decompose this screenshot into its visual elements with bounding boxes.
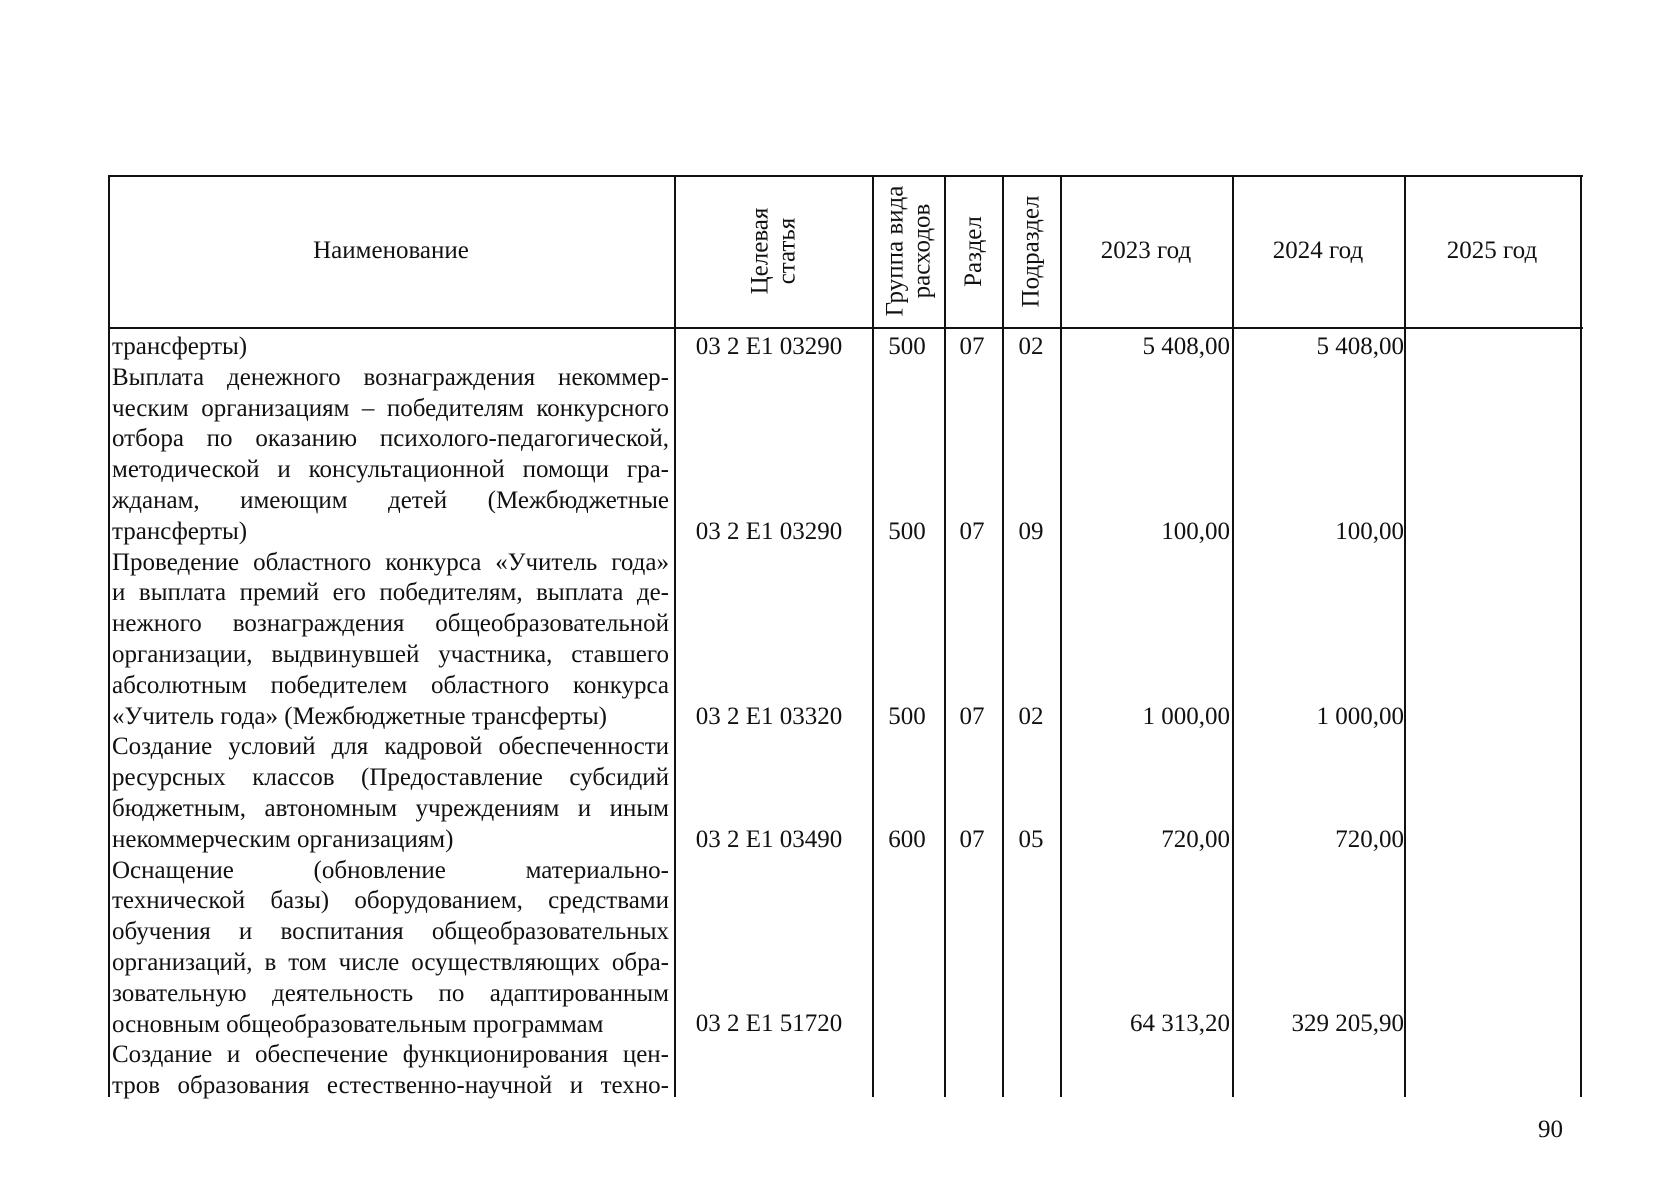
cell-year-2023: 100,00: [1161, 518, 1230, 545]
page-number: 90: [1538, 1116, 1563, 1143]
cell-year-2023: 64 313,20: [1130, 1010, 1230, 1037]
header-expense-group: [872, 175, 944, 327]
name-line: отбора по оказанию психолого-педагогической,: [112, 425, 669, 453]
header-subsection-label: Подраздел: [1017, 195, 1045, 307]
cell-target-article: 03 2 E1 51720: [695, 1010, 843, 1037]
cell-subsection: 02: [1018, 703, 1044, 730]
header-target-article-label: Целевая статья: [745, 207, 800, 295]
name-line: трансферты): [112, 517, 248, 545]
cell-expense-group: 600: [888, 826, 926, 853]
name-line: Создание условий для кадровой обеспеченности: [112, 733, 669, 761]
name-line: тров образования естественно-научной и техно-: [112, 1072, 669, 1100]
header-expense-group-label: Группа вида расходов: [881, 185, 935, 317]
name-line: Оснащение (обновление материально-: [112, 856, 669, 884]
cell-section: 07: [959, 518, 985, 545]
cell-target-article: 03 2 E1 03320: [695, 703, 843, 730]
name-line: и выплата премий его победителям, выплата де-: [112, 579, 669, 607]
cell-year-2024: 1 000,00: [1316, 703, 1404, 730]
header-year-2025: [1404, 175, 1580, 327]
cell-expense-group: 500: [888, 518, 926, 545]
name-line: организаций, в том числе осуществляющих обра-: [112, 948, 669, 976]
cell-subsection: 02: [1018, 333, 1044, 360]
name-line: Проведение областного конкурса «Учитель года»: [112, 548, 669, 576]
name-line: ческим организациям – победителям конкурсного: [112, 394, 669, 422]
name-line: Выплата денежного вознаграждения некоммер-: [112, 363, 669, 391]
name-line: основным общеобразовательным программам: [112, 1010, 604, 1038]
name-line: методической и консультационной помощи гра-: [112, 456, 669, 484]
cell-subsection: 05: [1018, 826, 1044, 853]
header-year-2023: [1060, 175, 1232, 327]
name-line: технической базы) оборудованием, средствами: [112, 887, 669, 915]
cell-year-2023: 720,00: [1161, 826, 1230, 853]
header-year-2025-label: 2025 год: [1446, 237, 1538, 264]
cell-year-2024: 100,00: [1335, 518, 1404, 545]
header-bottom-border: [108, 327, 1583, 329]
header-name-label: Наименование: [313, 237, 469, 264]
cell-section: 07: [959, 826, 985, 853]
name-line: жданам, имеющим детей (Межбюджетные: [112, 486, 669, 514]
cell-year-2023: 1 000,00: [1142, 703, 1230, 730]
header-year-2023-label: 2023 год: [1100, 237, 1192, 264]
name-line: нежного вознаграждения общеобразовательной: [112, 610, 669, 638]
cell-year-2024: 5 408,00: [1316, 333, 1404, 360]
cell-target-article: 03 2 E1 03490: [695, 826, 843, 853]
cell-year-2024: 329 205,90: [1291, 1010, 1404, 1037]
header-section-label: Раздел: [959, 215, 987, 287]
name-line: трансферты): [112, 333, 248, 360]
name-line: Создание и обеспечение функционирования цен-: [112, 1041, 669, 1069]
cell-year-2023: 5 408,00: [1142, 333, 1230, 360]
name-line: обучения и воспитания общеобразовательных: [112, 918, 669, 946]
name-line: абсолютным победителем областного конкурса: [112, 671, 669, 699]
name-line: бюджетным, автономным учреждениям и иным: [112, 794, 669, 822]
cell-year-2024: 720,00: [1335, 826, 1404, 853]
header-subsection: [1002, 175, 1060, 327]
header-section: [944, 175, 1002, 327]
cell-target-article: 03 2 E1 03290: [695, 518, 843, 545]
name-line: ресурсных классов (Предоставление субсидий: [112, 764, 669, 792]
cell-section: 07: [959, 703, 985, 730]
cell-expense-group: 500: [888, 333, 926, 360]
name-column-text: [112, 332, 669, 1102]
cell-target-article: 03 2 E1 03290: [695, 333, 843, 360]
header-target-article: [674, 175, 872, 327]
budget-table: [108, 175, 1583, 1100]
header-year-2024: [1232, 175, 1404, 327]
cell-subsection: 09: [1018, 518, 1044, 545]
table-right-border: [1580, 175, 1582, 1097]
name-line: организации, выдвинувшей участника, ставшего: [112, 640, 669, 668]
header-year-2024-label: 2024 год: [1272, 237, 1364, 264]
name-line: зовательную деятельность по адаптированным: [112, 979, 669, 1007]
cell-section: 07: [959, 333, 985, 360]
header-name: [108, 175, 674, 327]
cell-expense-group: 500: [888, 703, 926, 730]
name-line: некоммерческим организациям): [112, 825, 454, 853]
name-line: «Учитель года» (Межбюджетные трансферты): [112, 702, 607, 730]
